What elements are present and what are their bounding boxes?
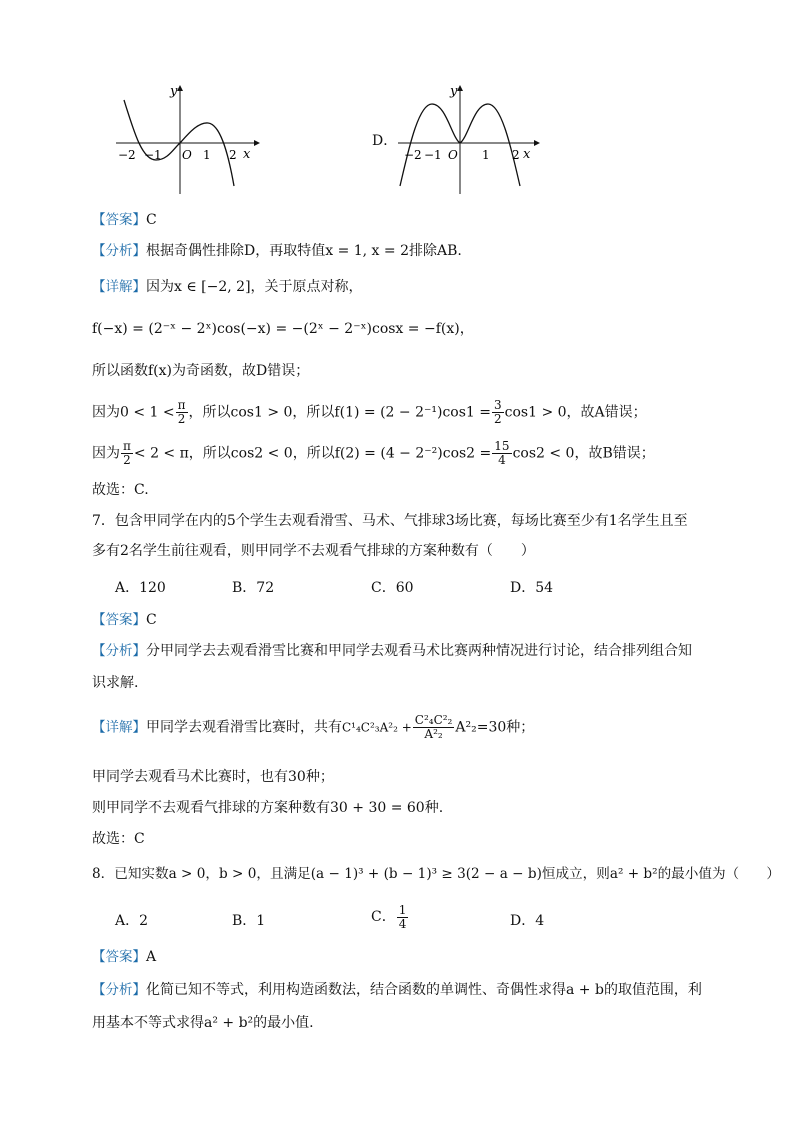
- numerator: 1: [398, 902, 407, 917]
- option-c: [371, 903, 409, 931]
- detail-text: 因为0 < 1 <: [92, 404, 175, 421]
- answer-line: [92, 947, 156, 967]
- analysis-line: [92, 641, 692, 661]
- fraction: [492, 440, 511, 467]
- choose-line: 故选：C: [92, 831, 145, 847]
- numerator: π: [177, 398, 186, 412]
- fraction: [397, 904, 409, 931]
- option-d: D．4: [510, 913, 545, 929]
- analysis-line: [92, 241, 462, 261]
- analysis-text: 分甲同学去去观看滑雪比赛和甲同学去观看马术比赛两种情况进行讨论，结合排列组合知: [146, 643, 692, 659]
- analysis-tag: 【分析】: [92, 643, 146, 659]
- combination-expression: C¹₄C²₃A²₂ +: [342, 720, 412, 735]
- analysis-text: 根据奇偶性排除D，再取特值x = 1, x = 2排除AB.: [146, 243, 462, 259]
- detail-line: [92, 399, 647, 426]
- numerator: π: [123, 439, 131, 453]
- detail-text: < 2 < π，所以cos2 < 0，所以f(2) = (4 − 2⁻²)cos2 =: [133, 445, 492, 462]
- denominator: 2: [494, 412, 502, 426]
- denominator: 4: [398, 916, 407, 931]
- answer-tag: 【答案】: [92, 612, 146, 628]
- tick-label: 2: [229, 148, 237, 162]
- detail-text: cos2 < 0，故B错误；: [512, 445, 655, 462]
- tick-label: −1: [144, 148, 162, 162]
- detail-text: 因为: [92, 445, 120, 462]
- y-axis-label: y: [450, 84, 458, 99]
- detail-line: [92, 440, 655, 467]
- denominator: A²₂: [424, 727, 443, 741]
- numerator: 15: [494, 439, 510, 453]
- detail-tag: 【详解】: [92, 719, 146, 736]
- answer-tag: 【答案】: [92, 212, 146, 228]
- answer-line: [92, 610, 157, 630]
- detail-text: 则甲同学不去观看气排球的方案种数有30 + 30 = 60种.: [92, 800, 444, 816]
- denominator: 4: [498, 453, 506, 467]
- numerator: C²₄C²₂: [414, 713, 453, 727]
- fraction: [121, 440, 133, 467]
- question-stem: 8．已知实数a > 0，b > 0，且满足(a − 1)³ + (b − 1)³ ≥ 3(2 − a − b)恒成立，则a² + b²的最小值为（ ）: [92, 866, 780, 882]
- tick-label: 1: [203, 148, 211, 162]
- analysis-tag: 【分析】: [92, 982, 146, 998]
- detail-text: cos1 > 0，故A错误；: [504, 404, 647, 421]
- equation-line: f(−x) = (2⁻ˣ − 2ˣ)cos(−x) = −(2ˣ − 2⁻ˣ)cosx = −f(x)，: [92, 321, 474, 337]
- answer-value: A: [146, 949, 157, 965]
- graph-option-d: [394, 82, 542, 197]
- question-stem: 7．包含甲同学在内的5个学生去观看滑雪、马术、气排球3场比赛，每场比赛至少有1名学生且至: [92, 513, 688, 529]
- answer-value: C: [146, 612, 157, 628]
- analysis-line: [92, 980, 702, 1000]
- analysis-text: 用基本不等式求得a² + b²的最小值.: [92, 1015, 314, 1031]
- option-c: C．60: [371, 580, 414, 596]
- tick-label: −1: [424, 148, 442, 162]
- option-d-label: D．: [372, 133, 398, 149]
- denominator: 2: [123, 453, 131, 467]
- option-b: B．1: [232, 913, 266, 929]
- origin-label: O: [448, 148, 458, 162]
- graph-option-c: [112, 82, 262, 197]
- detail-tag: 【详解】: [92, 279, 146, 295]
- detail-text: 因为x ∈ [−2, 2]，关于原点对称，: [146, 279, 363, 295]
- fraction: [176, 399, 188, 426]
- detail-line: [92, 277, 363, 297]
- fraction: [413, 714, 455, 741]
- detail-text: 所以函数f(x)为奇函数，故D错误；: [92, 363, 310, 379]
- tick-label: 2: [512, 148, 520, 162]
- numerator: 3: [494, 398, 502, 412]
- option-a: A．120: [115, 580, 166, 596]
- detail-line: [92, 714, 534, 741]
- tick-label: 1: [482, 148, 490, 162]
- analysis-text: 识求解.: [92, 675, 139, 691]
- option-a: A．2: [115, 913, 149, 929]
- origin-label: O: [182, 148, 192, 162]
- answer-line: [92, 210, 157, 230]
- option-b: B．72: [232, 580, 275, 596]
- denominator: 2: [177, 412, 186, 426]
- analysis-text: 化简已知不等式，利用构造函数法，结合函数的单调性、奇偶性求得a + b的取值范围，利: [146, 982, 702, 998]
- choose-line: 故选：C.: [92, 482, 149, 498]
- fraction: [492, 399, 504, 426]
- option-label: C．: [371, 909, 396, 925]
- y-axis-label: y: [170, 84, 178, 99]
- option-d: D．54: [510, 580, 554, 596]
- detail-text: ，所以cos1 > 0，所以f(1) = (2 − 2⁻¹)cos1 =: [188, 404, 491, 421]
- x-axis-label: x: [523, 147, 531, 162]
- x-axis-label: x: [243, 147, 251, 162]
- detail-text: 甲同学去观看马术比赛时，也有30种；: [92, 769, 334, 785]
- question-stem: 多有2名学生前往观看，则甲同学不去观看气排球的方案种数有（ ）: [92, 543, 535, 559]
- analysis-tag: 【分析】: [92, 243, 146, 259]
- detail-text: 甲同学去观看滑雪比赛时，共有: [146, 719, 342, 736]
- detail-text: A²₂=30种；: [455, 719, 535, 736]
- answer-tag: 【答案】: [92, 949, 146, 965]
- tick-label: −2: [404, 148, 422, 162]
- tick-label: −2: [118, 148, 136, 162]
- answer-value: C: [146, 212, 157, 228]
